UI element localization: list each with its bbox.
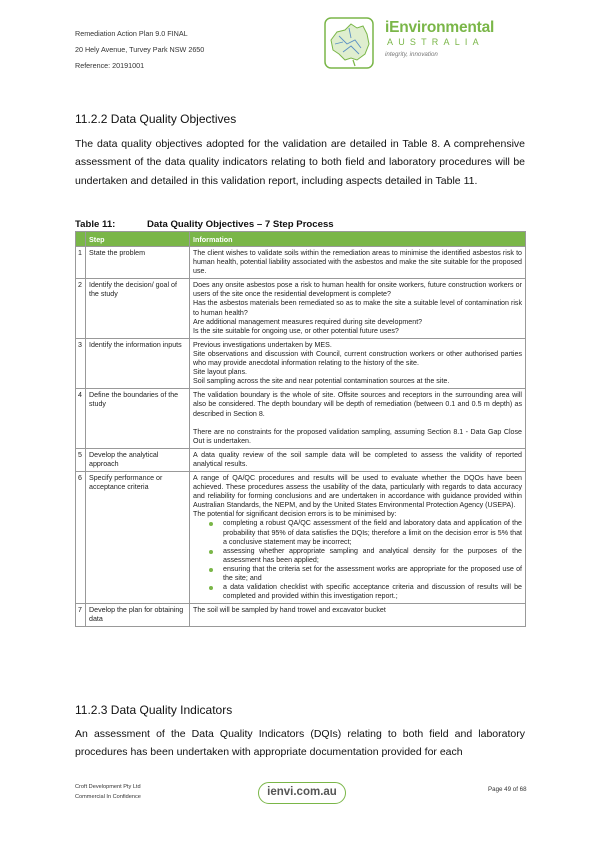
footer-left (75, 782, 141, 802)
row-number: 5 (76, 448, 86, 471)
bullet-item (223, 565, 522, 583)
row-step: Specify performance or acceptance criteria (86, 471, 190, 603)
info-line: Previous investigations undertaken by MES. (193, 340, 332, 349)
info-line: There are no constraints for the proposed validation sampling, assuming Section 8.1 - Data Gap Close Out is undertaken. (193, 427, 522, 445)
company-logo (321, 14, 521, 72)
row-step: Define the boundaries of the study (86, 389, 190, 448)
row-information (190, 338, 526, 388)
header-information: Information (190, 232, 526, 247)
bullet-dot-icon (209, 568, 213, 572)
dqo-paragraph: The data quality objectives adopted for the validation are detailed in Table 8. A comprehensive assessment of the data quality indicators relating to both field and laboratory procedures will be undertaken and detailed in this validation report, including aspects detailed in Table 11. (75, 138, 525, 187)
bullet-text: ensuring that the criteria set for the assessment works are appropriate for the proposed use of the site; and (223, 564, 522, 582)
bullet-text: completing a robust QA/QC assessment of the field and laboratory data and application of the probability that 95% of data satisfies the DQIs; therefore a limit on the decision error is 5% that a conclusive statement may be incorrect; (223, 519, 522, 546)
info-line: A data quality review of the soil sample data will be completed to assess the validity of reported analytical results. (193, 450, 522, 468)
table-caption-title: Data Quality Objectives – 7 Step Process (147, 219, 334, 230)
section-heading-dqo: 11.2.2 Data Quality Objectives (75, 112, 237, 126)
row-number: 7 (76, 604, 86, 627)
logo-subtitle: AUSTRALIA (387, 37, 484, 47)
bullet-text: a data validation checklist with specific acceptance criteria and discussion of results will be completed and provided within this investigation report.; (223, 583, 522, 601)
table-row (76, 471, 526, 603)
bullet-item (223, 519, 522, 546)
row-step: State the problem (86, 247, 190, 279)
row-information (190, 389, 526, 448)
row-step: Develop the analytical approach (86, 448, 190, 471)
row-number: 3 (76, 338, 86, 388)
row-information (190, 604, 526, 627)
dqi-paragraph: An assessment of the Data Quality Indicators (DQIs) relating to both field and laboratory procedures has been undertaken with appropriate documentation provided for each (75, 728, 525, 759)
row-number: 6 (76, 471, 86, 603)
australia-map-icon (321, 14, 377, 72)
row-information (190, 471, 526, 603)
info-line: Site observations and discussion with Council, current construction workers or other authorised parties who may provide anecdotal information relating to the history of the site. (193, 349, 522, 368)
logo-tagline: integrity, innovation (385, 51, 438, 58)
info-line: Are additional management measures required during site development? (193, 317, 423, 326)
info-line: The soil will be sampled by hand trowel and excavator bucket (193, 606, 386, 615)
row-step: Develop the plan for obtaining data (86, 604, 190, 627)
footer-confidence: Commercial In Confidence (75, 794, 141, 800)
document-title: Remediation Action Plan 9.0 FINAL (75, 29, 188, 38)
bullet-dot-icon (209, 550, 213, 554)
row-number: 1 (76, 247, 86, 279)
row-information (190, 279, 526, 339)
info-line: Soil sampling across the site and near potential contamination sources at the site. (193, 377, 450, 386)
bullet-dot-icon (209, 522, 213, 526)
section-heading-dqi: 11.2.3 Data Quality Indicators (75, 703, 233, 717)
row-step: Identify the decision/ goal of the study (86, 279, 190, 339)
bullet-item (223, 547, 522, 565)
header-step: Step (86, 232, 190, 247)
table-row (76, 247, 526, 279)
table-row (76, 338, 526, 388)
footer-website-link[interactable]: ienvi.com.au (258, 782, 346, 804)
document-reference: Reference: 20191001 (75, 61, 145, 70)
info-line: A range of QA/QC procedures and results will be used to evaluate whether the DQOs have been achieved. These procedures assess the usability of the data, particularly with regards to data accuracy and reliability for forming conclusions and are undertaken in accordance with guidance provided within Australian Standards, the NEPM, and by the United States Environmental Protection Agency (USEPA). (193, 473, 522, 510)
dqo-table (75, 231, 526, 627)
bullet-dot-icon (209, 586, 213, 590)
table-row (76, 448, 526, 471)
table-row (76, 279, 526, 339)
table-row (76, 389, 526, 448)
info-line: The client wishes to validate soils within the remediation areas to minimise the identified asbestos risk to human health, potential liability associated with the asbestos and make the site suitable for the proposed use. (193, 249, 522, 276)
info-line: Has the asbestos materials been remediated so as to make the site a suitable level of contamination risk to human health? (193, 299, 522, 317)
page-header (75, 26, 204, 74)
footer-company: Croft Development Pty Ltd (75, 784, 141, 790)
row-step: Identify the information inputs (86, 338, 190, 388)
row-information (190, 247, 526, 279)
info-line: The potential for significant decision errors is to be minimised by: (193, 510, 397, 519)
bullet-text: assessing whether appropriate sampling and analytical density for the purposes of the assessment has been applied; (223, 546, 522, 564)
info-line: Is the site suitable for ongoing use, or other potential future uses? (193, 326, 399, 335)
table-caption-number: Table 11: (75, 219, 116, 230)
row-number: 4 (76, 389, 86, 448)
info-line: The validation boundary is the whole of site. Offsite sources and receptors in the surrounding area will also be considered. The depth boundary will be depth of remediation (between 0.1 and 0.5 m depth) as described in Section 8. (193, 391, 522, 418)
bullet-list (193, 519, 522, 601)
info-line: Site layout plans. (193, 368, 248, 377)
header-num (76, 232, 86, 247)
site-address: 20 Hely Avenue, Turvey Park NSW 2650 (75, 45, 205, 54)
table-row (76, 604, 526, 627)
table-caption (75, 219, 334, 230)
info-line: Does any onsite asbestos pose a risk to human health for onsite workers, future construction workers or users of the site once the residential development is complete? (193, 281, 522, 299)
row-number: 2 (76, 279, 86, 339)
table-header-row (76, 232, 526, 247)
page-number: Page 49 of 68 (488, 786, 527, 793)
row-information (190, 448, 526, 471)
bullet-item (223, 583, 522, 601)
logo-wordmark: iEnvironmental (385, 19, 495, 36)
